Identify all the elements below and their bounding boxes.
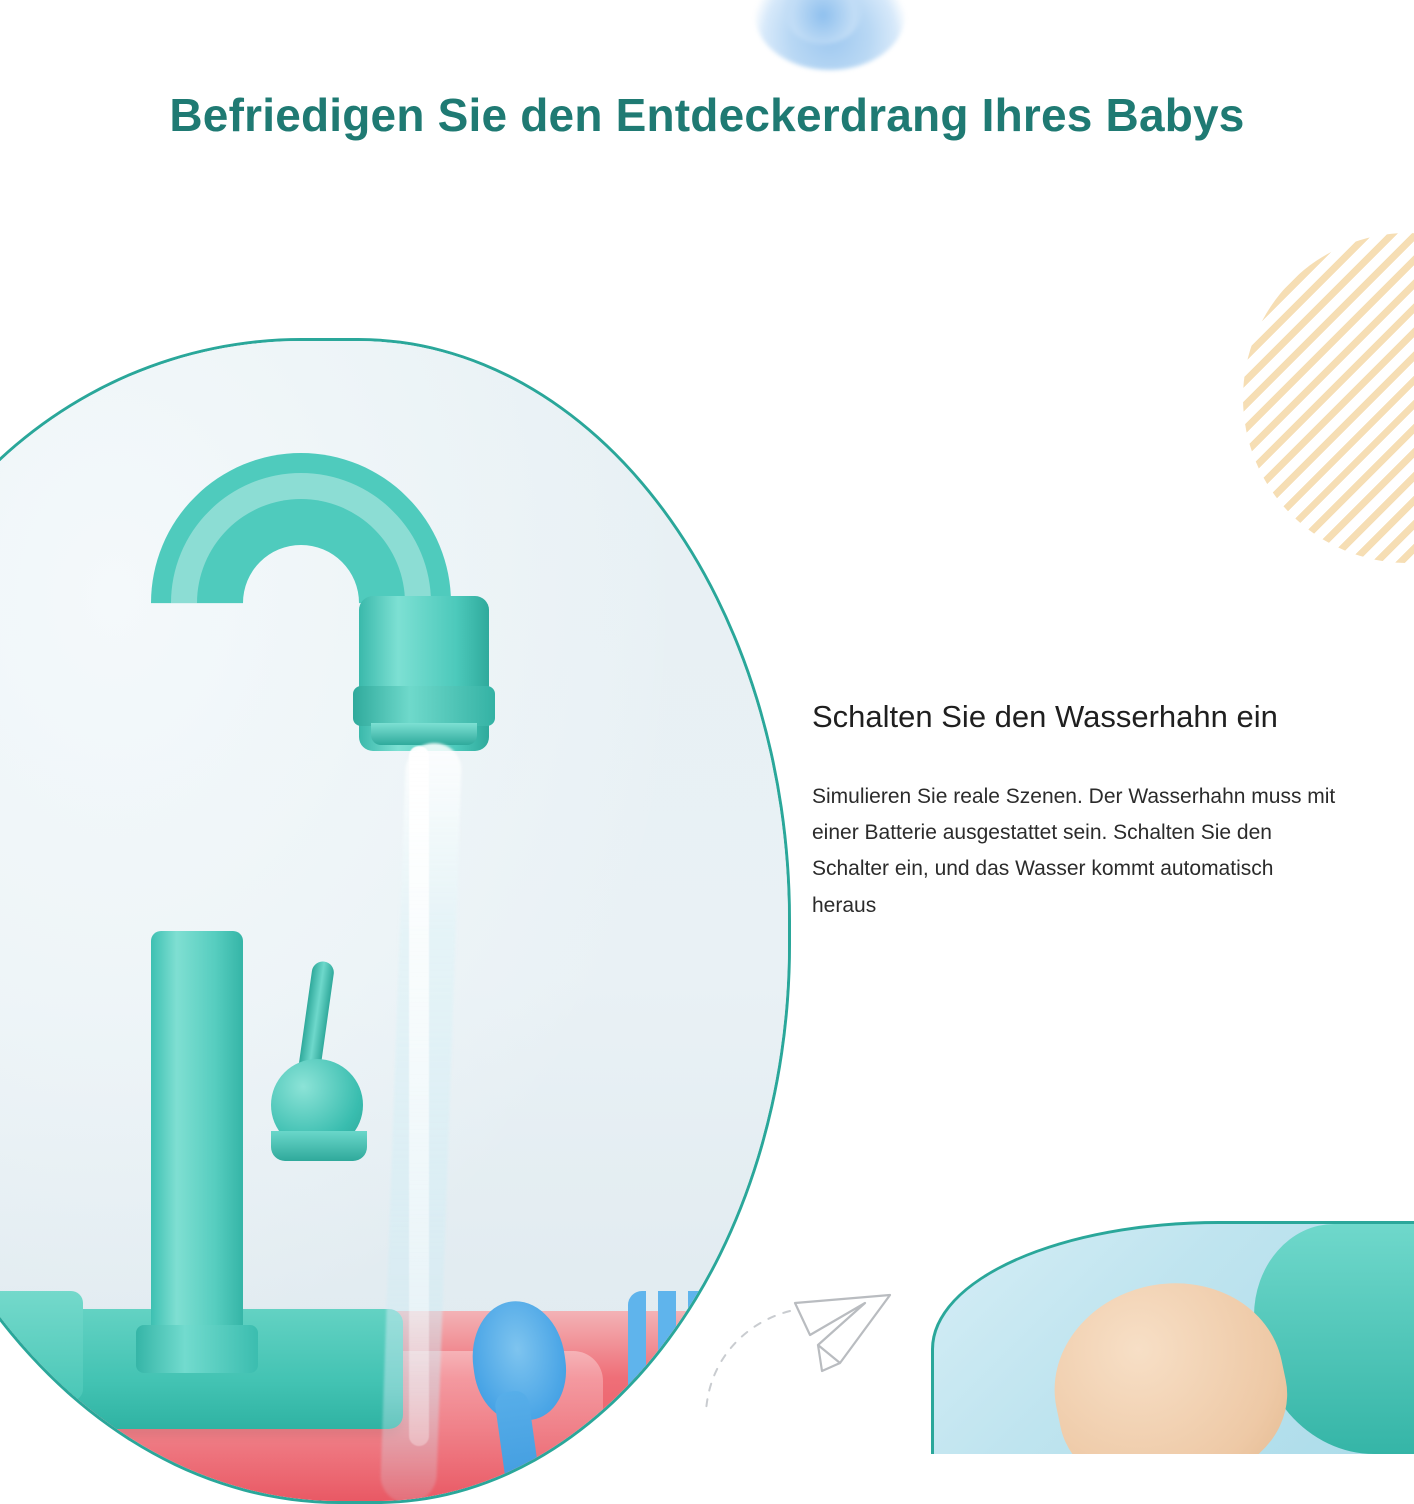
cloud-decoration <box>755 0 905 70</box>
paper-plane-icon <box>690 1285 910 1415</box>
product-photo-content <box>0 341 788 1501</box>
water-stream-highlight <box>409 746 429 1446</box>
feature-text-block <box>812 698 1352 924</box>
page-title: Befriedigen Sie den Entdeckerdrang Ihres Babys <box>169 89 1245 141</box>
feature-body: Simulieren Sie reale Szenen. Der Wasserhahn muss mit einer Batterie ausgestattet sein. Schalten Sie den Schalter ein, und das Wasser kommt automatisch heraus <box>812 785 1336 917</box>
toy-faucet-base-plate-left <box>0 1291 83 1401</box>
feature-subhead: Schalten Sie den Wasserhahn ein <box>812 699 1278 734</box>
product-photo-corner <box>931 1221 1414 1454</box>
faucet-handle-arm <box>271 1131 367 1161</box>
striped-circle-decoration <box>1243 233 1414 563</box>
product-photo-main <box>0 338 791 1504</box>
faucet-column <box>151 931 243 1351</box>
faucet-column-base <box>136 1325 258 1373</box>
faucet-spout-tip <box>371 723 477 745</box>
faucet-spout-ring <box>353 686 495 726</box>
